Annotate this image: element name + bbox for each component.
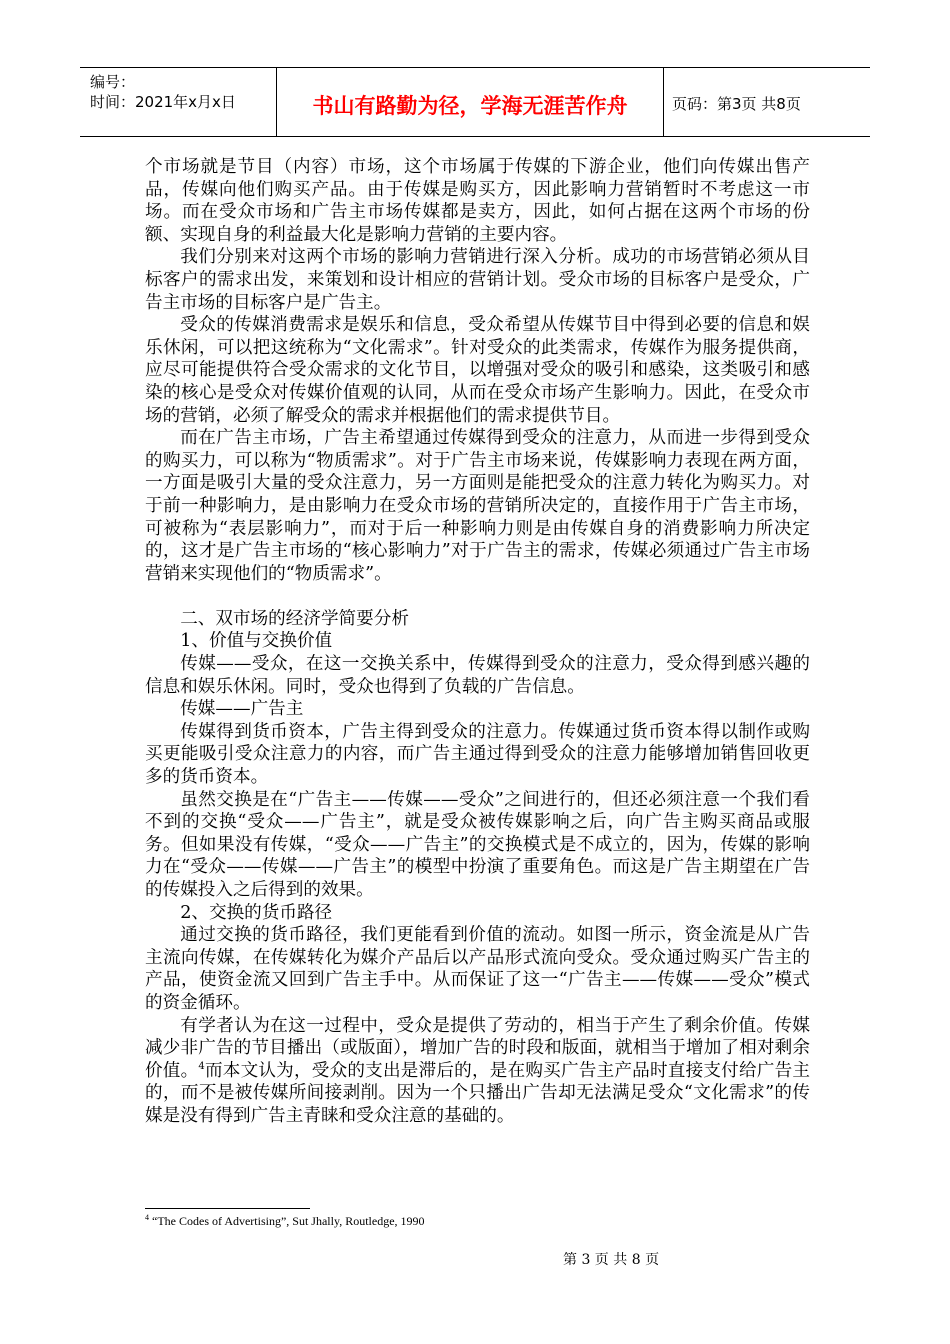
- header-table: [80, 67, 870, 137]
- paragraph-1: 个市场就是节目（内容）市场，这个市场属于传媒的下游企业，他们向传媒出售产品，传媒向他们购买产品。由于传媒是购买方，因此影响力营销暂时不考虑这一市场。而在受众市场和广告主市场传媒都是卖方，因此，如何占据在这两个市场的份额、实现自身的利益最大化是影响力营销的主要内容。: [145, 157, 810, 245]
- paragraph-10: [145, 1015, 810, 1128]
- footnote-marker: 4: [145, 1213, 149, 1222]
- paragraph-2: 我们分别来对这两个市场的影响力营销进行深入分析。成功的市场营销必须从目标客户的需求出发，来策划和设计相应的营销计划。受众市场的目标客户是受众，广告主市场的目标客户是广告主。: [145, 247, 810, 313]
- motto-text: 书山有路勤为径，学海无涯苦作舟: [312, 94, 628, 118]
- paragraph-9: 通过交换的货币路径，我们更能看到价值的流动。如图一所示，资金流是从广告主流向传媒，在传媒转化为媒介产品后以产品形式流向受众。受众通过购买广告主的产品，使资金流又回到广告主手中。从而保证了这一“广告主——传媒——受众”模式的资金循环。: [145, 925, 810, 1013]
- blank-line: [145, 585, 810, 608]
- paragraph-8: 虽然交换是在“广告主——传媒——受众”之间进行的，但还必须注意一个我们看不到的交换“受众——广告主”，就是受众被传媒影响之后，向广告主购买商品或服务。但如果没有传媒，“受众——广告主”的交换模式是不成立的，因为，传媒的影响力在“受众——传媒——广告主”的模型中扮演了重要角色。而这是广告主期望在广告的传媒投入之后得到的效果。: [145, 789, 810, 900]
- paragraph-10-part-b: 而本文认为，受众的支出是滞后的，是在购买广告主产品时直接支付给广告主的，而不是被传媒所间接剥削。因为一个只播出广告却无法满足受众“文化需求”的传媒是没有得到广告主青睐和受众注意的基础的。: [145, 1060, 810, 1126]
- footnote-reference: 4: [198, 1060, 205, 1072]
- time-label: 时间：2021年x月x日: [90, 93, 236, 111]
- page-info: 页码：第3页 共8页: [672, 95, 801, 113]
- header-page-cell: [664, 68, 870, 136]
- paragraph-7: 传媒得到货币资本，广告主得到受众的注意力。传媒通过货币资本得以制作或购买更能吸引受众注意力的内容，而广告主通过得到受众的注意力能够增加销售回收更多的货币资本。: [145, 721, 810, 788]
- footnote-separator: [145, 1208, 310, 1209]
- paragraph-10-part-a: 有学者认为在这一过程中，受众是提供了劳动的，相当于产生了剩余价值。传媒减少非广告的节目播出（或版面），增加广告的时段和版面，就相当于增加了相对剩余价值。: [145, 1015, 810, 1081]
- footnote: [145, 1213, 425, 1229]
- paragraph-3: 受众的传媒消费需求是娱乐和信息，受众希望从传媒节目中得到必要的信息和娱乐休闲，可以把这统称为“文化需求”。针对受众的此类需求，传媒作为服务提供商，应尽可能提供符合受众需求的文化节目，以增强对受众的吸引和感染，这类吸引和感染的核心是受众对传媒价值观的认同，从而在受众市场产生影响力。因此，在受众市场的营销，必须了解受众的需求并根据他们的需求提供节目。: [145, 315, 810, 426]
- paragraph-4: 而在广告主市场，广告主希望通过传媒得到受众的注意力，从而进一步得到受众的购买力，可以称为“物质需求”。对于广告主市场来说，传媒影响力表现在两方面，一方面是吸引大量的受众注意力，另一方面则是能把受众的注意力转化为购买力。对于前一种影响力，是由影响力在受众市场的营销所决定的，直接作用于广告主市场，可被称为“表层影响力”，而对于后一种影响力则是由传媒自身的消费影响力所决定的，这才是广告主市场的“核心影响力”对于广告主的需求，传媒必须通过广告主市场营销来实现他们的“物质需求”。: [145, 428, 810, 584]
- document-body: [145, 156, 810, 1128]
- header-motto-cell: [277, 68, 664, 136]
- subsection-heading-2: 2、交换的货币路径: [180, 902, 333, 923]
- subsection-heading-1: 1、价值与交换价值: [180, 631, 333, 652]
- paragraph-5: 传媒——受众，在这一交换关系中，传媒得到受众的注意力，受众得到感兴趣的信息和娱乐休闲。同时，受众也得到了负载的广告信息。: [145, 654, 810, 697]
- paragraph-6: 传媒——广告主: [180, 699, 304, 720]
- page-footer: 第 3 页 共 8 页: [563, 1252, 660, 1268]
- section-heading: 二、双市场的经济学简要分析: [180, 608, 409, 629]
- number-label: 编号：: [90, 73, 136, 91]
- footnote-text: “The Codes of Advertising”, Sut Jhally, Routledge, 1990: [149, 1214, 425, 1228]
- header-info-cell: [80, 68, 277, 136]
